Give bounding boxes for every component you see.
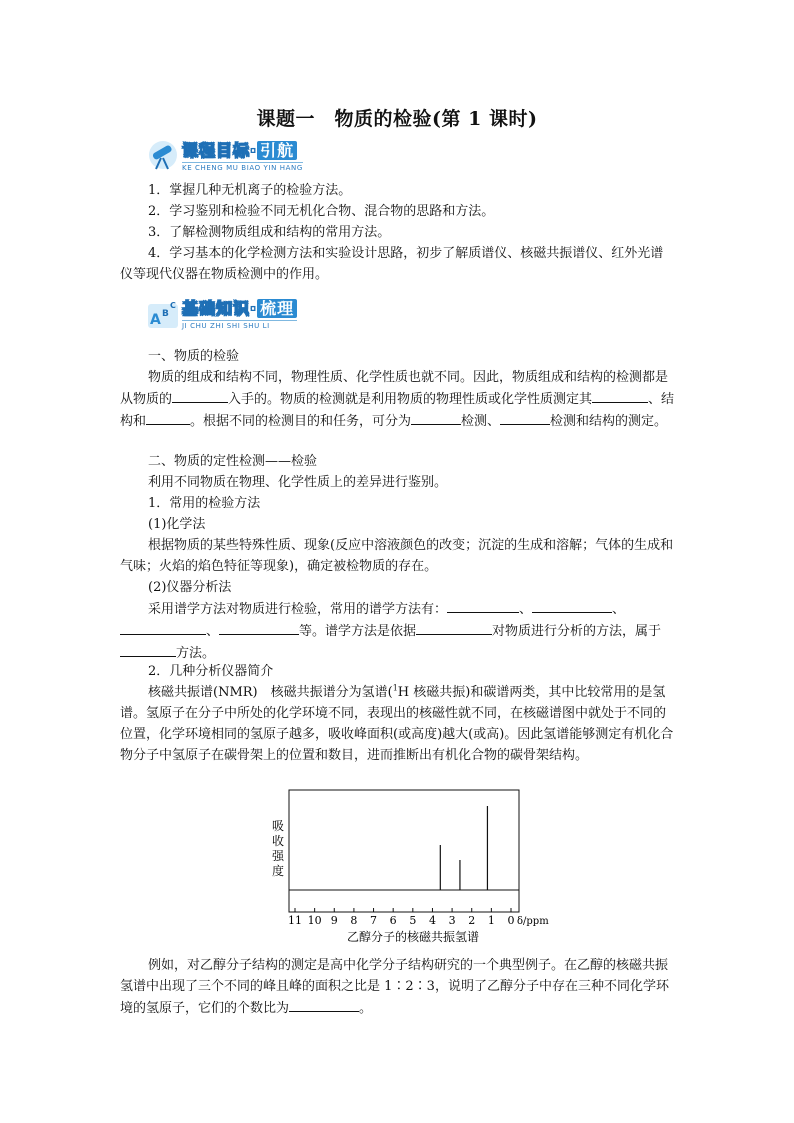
paragraph: 采用谱学方法对物质进行检验，常用的谱学方法有： 、 、、 等。谱学方法是依据 对物质进行分析的方法，属于方法。 xyxy=(120,598,676,664)
paragraph: 根据物质的某些特殊性质、现象(反应中溶液颜色的改变；沉淀的生成和溶解；气体的生成和气味；火焰的焰色特征等现象)，确定被检物质的存在。 xyxy=(120,538,674,574)
banner-title: 基础知识· xyxy=(182,299,258,318)
subheading: (1)化学法 xyxy=(148,517,206,532)
x-tick-label: 3 xyxy=(448,914,456,927)
banner-highlight: 引航 xyxy=(257,141,297,160)
x-axis-label: δ/ppm xyxy=(517,916,549,927)
x-tick-label: 8 xyxy=(350,914,358,927)
banner-subtitle: KE CHENG MU BIAO YIN HANG xyxy=(182,164,303,172)
paragraph: 例如，对乙醇分子结构的测定是高中化学分子结构研究的一个典型例子。在乙醇的核磁共振氢谱中出现了三个不同的峰且峰的面积之比是 1∶2∶3，说明了乙醇分子中存在三种不同化学环境的氢原子，它们的个数比为 。 xyxy=(120,958,669,1016)
x-tick-label: 1 xyxy=(487,914,495,927)
svg-text:B: B xyxy=(162,309,169,319)
x-tick-label: 7 xyxy=(370,914,378,927)
banner-subtitle: JI CHU ZHI SHI SHU LI xyxy=(182,320,297,330)
x-tick-label: 10 xyxy=(307,914,322,927)
section-heading: 二、物质的定性检测——检验 xyxy=(148,454,318,469)
x-tick-label: 6 xyxy=(389,914,397,927)
goal-item: 1．掌握几种无机离子的检验方法。 xyxy=(148,183,352,198)
page-title: 课题一 物质的检验(第 1 课时) xyxy=(256,108,538,130)
x-tick-label: 11 xyxy=(288,914,302,927)
paragraph: 核磁共振谱(NMR) 核磁共振谱分为氢谱($^1$H 核磁共振)和碳谱两类，其中比较常用的是氢谱。氢原子在分子中所处的化学环境不同，表现出的核磁性就不同，在核磁谱图中就处于不同的位置，化学环境相同的氢原子越多，吸收峰面积(或高度)越大(或高)。因此氢谱能够测定有机化合物分子中氢原子在碳骨架上的位置和数目，进而推断出有机化合物的碳骨架结构。 xyxy=(120,683,674,763)
goal-item: 3．了解检测物质组成和结构的常用方法。 xyxy=(148,225,391,240)
svg-text:A: A xyxy=(150,312,161,328)
subheading: (2)仪器分析法 xyxy=(148,580,232,595)
goal-item: 4．学习基本的化学检测方法和实验设计思路，初步了解质谱仪、核磁共振谱仪、红外光谱仪等现代仪器在物质检测中的作用。 xyxy=(120,246,664,282)
x-tick-label: 5 xyxy=(409,914,417,927)
paragraph: 利用不同物质在物理、化学性质上的差异进行鉴别。 xyxy=(148,475,448,490)
course-goals-banner xyxy=(146,138,303,172)
subheading: 2．几种分析仪器简介 xyxy=(148,664,274,679)
x-tick-label: 0 xyxy=(507,914,515,927)
x-tick-label: 2 xyxy=(468,914,476,927)
svg-text:C: C xyxy=(170,301,176,310)
chart-title: 乙醇分子的核磁共振氢谱 xyxy=(346,930,480,944)
paragraph: 物质的组成和结构不同，物理性质、化学性质也就不同。因此，物质组成和结构的检测都是从物质的 入手的。物质的检测就是利用物质的物理性质或化学性质测定其 、结构和 。根据不同的检测目的和任务，可分为 检测、 检测和结构的测定。 xyxy=(120,370,675,429)
abc-icon xyxy=(146,296,180,330)
x-tick-label: 4 xyxy=(428,914,436,927)
banner-highlight: 梳理 xyxy=(257,299,297,318)
section-heading: 一、物质的检验 xyxy=(148,349,240,364)
subheading: 1．常用的检验方法 xyxy=(148,496,261,511)
x-tick-label: 9 xyxy=(330,914,338,927)
y-axis-label: 吸收强度 xyxy=(271,819,285,878)
nmr-spectrum-chart xyxy=(262,784,562,950)
chart-frame xyxy=(289,790,519,912)
goal-item: 2．学习鉴别和检验不同无机化合物、混合物的思路和方法。 xyxy=(148,204,495,219)
banner-title: 课程目标· xyxy=(182,141,258,160)
telescope-icon xyxy=(146,138,180,172)
basic-knowledge-banner xyxy=(146,296,297,330)
